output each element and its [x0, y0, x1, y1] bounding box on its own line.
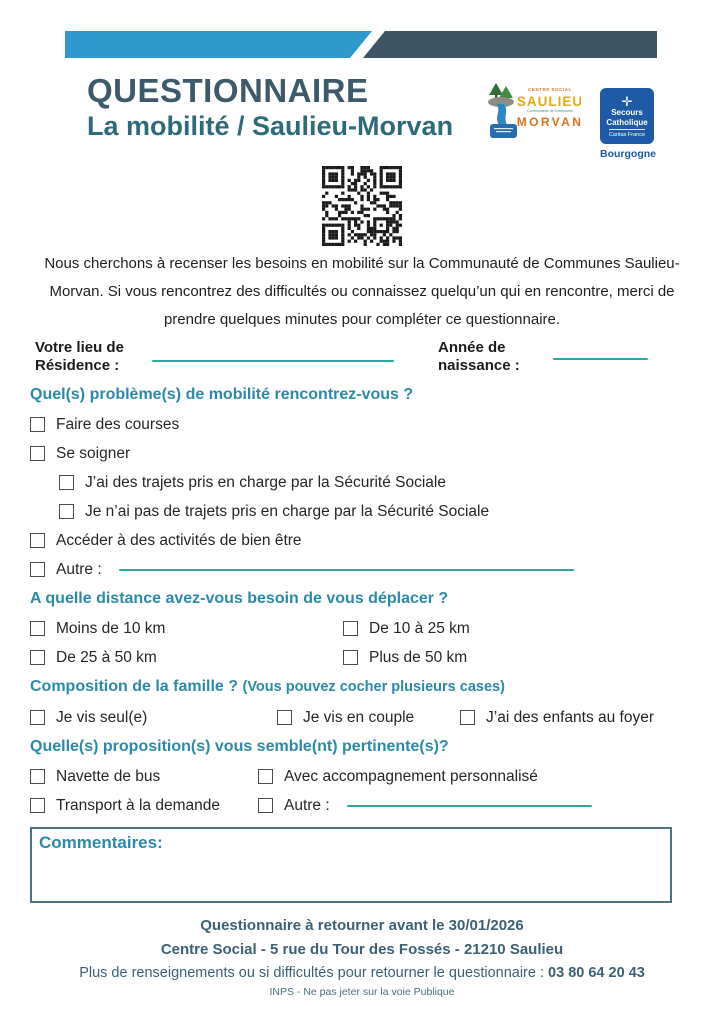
checkbox[interactable]: [30, 621, 45, 636]
secours-logo-name1: Secours: [611, 108, 643, 118]
banner-dark-stripe: [363, 31, 657, 58]
option-label: Navette de bus: [56, 768, 161, 785]
residence-label-line2: Résidence :: [35, 357, 120, 374]
option-label: Je n’ai pas de trajets pris en charge par la Sécurité Sociale: [85, 503, 490, 520]
option-label: De 25 à 50 km: [56, 649, 157, 666]
checkbox-row: [30, 619, 694, 638]
option-label: Autre :: [56, 561, 102, 578]
checkbox-option: [30, 796, 258, 815]
saulieu-logo-graphic: [486, 82, 581, 140]
comments-box[interactable]: [30, 827, 672, 903]
river-icon: [497, 104, 507, 125]
banner-blue-stripe: [65, 31, 372, 58]
checkbox[interactable]: [30, 710, 45, 725]
option-label: Avec accompagnement personnalisé: [284, 768, 538, 785]
checkbox[interactable]: [30, 446, 45, 461]
checkbox[interactable]: [30, 769, 45, 784]
qr-code: [322, 166, 402, 246]
checkbox[interactable]: [343, 621, 358, 636]
checkbox-row: [30, 767, 694, 786]
secours-catholique-logo: [600, 88, 656, 160]
intro-paragraph: Nous cherchons à recenser les besoins en mobilité sur la Communauté de Communes Saulieu-Morvan. Si vous rencontrez des difficultés ou connaissez quelqu’un qui en rencontre, merci de prendre quelques minutes pour compléter ce questionnaire.: [44, 255, 680, 328]
footer-phone-number: 03 80 64 20 43: [548, 965, 645, 981]
option-label: De 10 à 25 km: [369, 620, 470, 637]
section-heading-problems: Quel(s) problème(s) de mobilité rencontrez-vous ?: [30, 386, 414, 403]
option-label: J’ai des enfants au foyer: [486, 709, 655, 726]
checkbox-option: [277, 708, 460, 727]
birth-year-label-line1: Année de: [438, 339, 506, 356]
checkbox-option: [30, 444, 694, 463]
page-title: QUESTIONNAIRE: [87, 72, 369, 109]
checkbox[interactable]: [30, 417, 45, 432]
option-label: Faire des courses: [56, 416, 180, 433]
secours-logo-sub: Caritas France: [609, 129, 645, 138]
option-label: J’ai des trajets pris en charge par la Sécurité Sociale: [85, 474, 446, 491]
tree-icon: [489, 83, 503, 95]
footer-inps-notice: INPS - Ne pas jeter sur la voie Publique: [269, 986, 455, 998]
checkbox-option: [460, 708, 654, 727]
family-heading-text: Composition de la famille ?: [30, 678, 239, 695]
birth-year-field-label: [438, 339, 520, 375]
secours-logo-region: Bourgogne: [600, 148, 656, 160]
residence-write-in-line[interactable]: [152, 360, 394, 362]
checkbox-option: [258, 767, 538, 786]
checkbox-option: [30, 708, 277, 727]
option-label: Plus de 50 km: [369, 649, 468, 666]
checkbox-option-other: [30, 560, 694, 579]
section-heading-proposals: Quelle(s) proposition(s) vous semble(nt) pertinente(s)?: [30, 738, 449, 755]
checkbox[interactable]: [258, 798, 273, 813]
option-label: Moins de 10 km: [56, 620, 166, 637]
checkbox-option: [59, 473, 694, 492]
page-subtitle: La mobilité / Saulieu-Morvan: [87, 111, 454, 141]
option-label: Se soigner: [56, 445, 131, 462]
checkbox[interactable]: [30, 798, 45, 813]
checkbox-option: [59, 502, 694, 521]
checkbox-option: [343, 648, 467, 667]
saulieu-logo-top-text: CENTRE SOCIAL: [528, 87, 572, 92]
checkbox-row: [30, 648, 694, 667]
footer-return-deadline: Questionnaire à retourner avant le 30/01/2026: [200, 917, 524, 934]
other-write-in-line[interactable]: [347, 805, 592, 807]
section-heading-distance: A quelle distance avez-vous besoin de vous déplacer ?: [30, 590, 449, 607]
saulieu-morvan-logo: [486, 82, 581, 145]
form-body: [30, 385, 694, 825]
checkbox-option: [343, 619, 470, 638]
saulieu-logo-name2: MORVAN: [516, 115, 581, 129]
other-write-in-line[interactable]: [119, 569, 574, 571]
checkbox-option: [30, 415, 694, 434]
option-label: Je vis en couple: [303, 709, 415, 726]
checkbox-option-other: [258, 796, 592, 815]
checkbox[interactable]: [30, 533, 45, 548]
option-label: Accéder à des activités de bien être: [56, 532, 302, 549]
section-heading-family: [30, 677, 694, 697]
secours-logo-name2: Catholique: [606, 117, 648, 127]
option-label: Autre :: [284, 797, 330, 814]
saulieu-logo-name: SAULIEU: [516, 94, 581, 109]
cross-icon: ✛: [621, 94, 633, 110]
residence-field-label: [35, 339, 124, 375]
option-label: Transport à la demande: [56, 797, 220, 814]
footer-contact: [0, 965, 724, 981]
footer-contact-text: Plus de renseignements ou si difficultés pour retourner le questionnaire :: [79, 965, 549, 981]
family-heading-note: (Vous pouvez cocher plusieurs cases): [242, 679, 505, 695]
option-label: Je vis seul(e): [56, 709, 148, 726]
residence-label-line1: Votre lieu de: [35, 339, 124, 356]
checkbox[interactable]: [59, 475, 74, 490]
checkbox[interactable]: [30, 650, 45, 665]
checkbox[interactable]: [59, 504, 74, 519]
secours-logo-box: [600, 88, 654, 144]
checkbox-option: [30, 619, 343, 638]
footer: [0, 917, 724, 998]
checkbox-row: [30, 708, 694, 727]
checkbox-option: [30, 767, 258, 786]
birth-year-write-in-line[interactable]: [553, 358, 648, 360]
checkbox-row: [30, 796, 694, 815]
title-block: [87, 74, 453, 140]
checkbox[interactable]: [258, 769, 273, 784]
checkbox[interactable]: [30, 562, 45, 577]
checkbox[interactable]: [277, 710, 292, 725]
comments-label: Commentaires:: [39, 833, 163, 852]
checkbox-option: [30, 648, 343, 667]
checkbox-option: [30, 531, 694, 550]
footer-address: Centre Social - 5 rue du Tour des Fossés - 21210 Saulieu: [160, 941, 564, 958]
checkbox[interactable]: [343, 650, 358, 665]
saulieu-logo-middle-text: Communauté de Communes: [527, 109, 573, 113]
birth-year-label-line2: naissance :: [438, 357, 520, 374]
checkbox[interactable]: [460, 710, 475, 725]
